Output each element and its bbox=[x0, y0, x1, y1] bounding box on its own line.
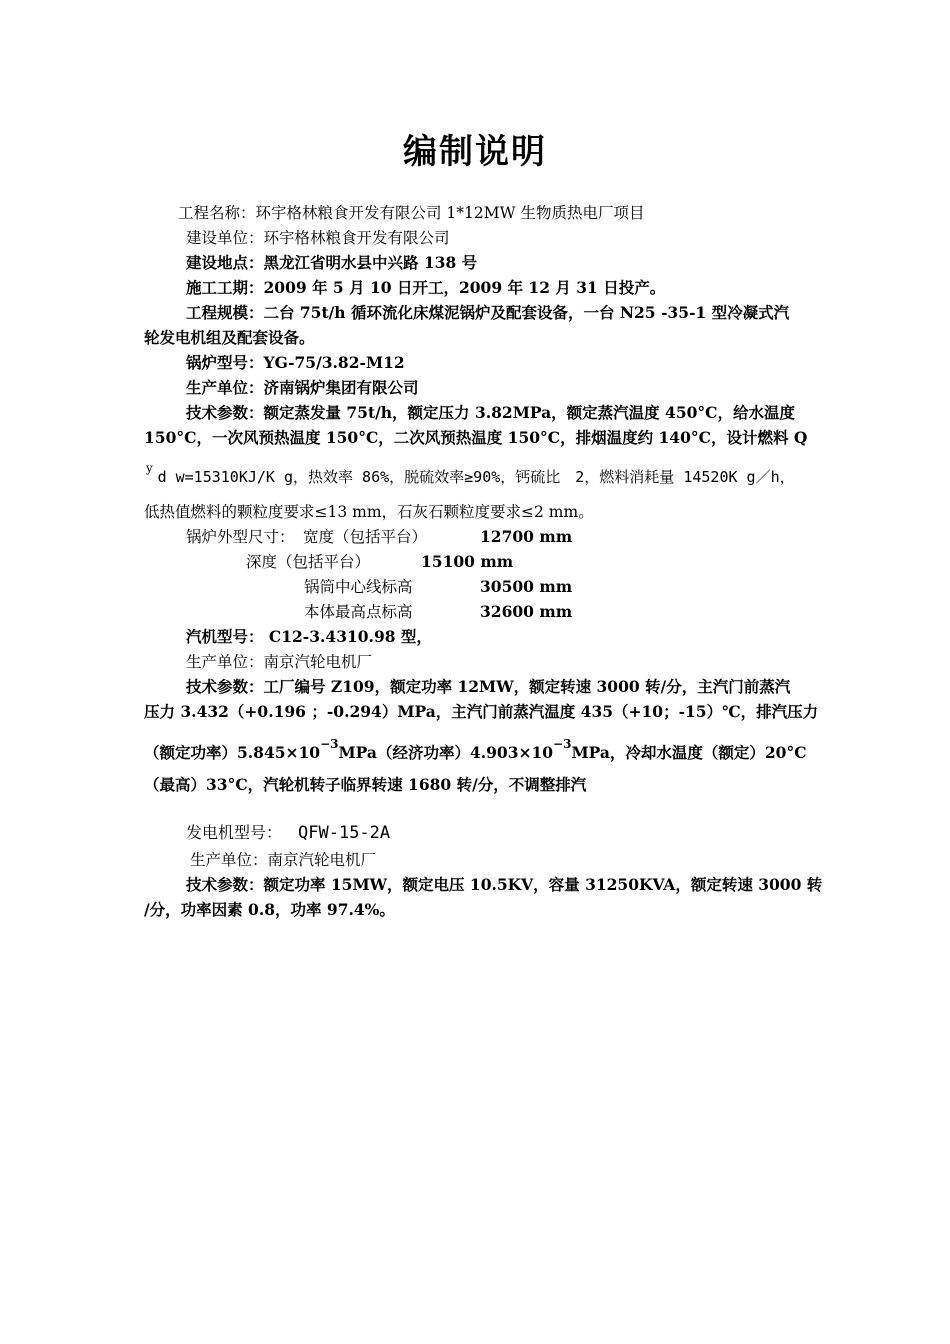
boiler-params-line4: 低热值燃料的颗粒度要求≤13 mm，石灰石颗粒度要求≤2 mm。 bbox=[144, 503, 594, 521]
generator-model-value: QFW-15-2A bbox=[298, 823, 391, 843]
boiler-dim-width-value: 12700 mm bbox=[480, 527, 573, 546]
turbine-params-line1: 技术参数：工厂编号 Z109，额定功率 12MW，额定转速 3000 转/分，主汽门前蒸汽 bbox=[186, 677, 791, 696]
boiler-dim-width-name: 宽度（包括平台） bbox=[303, 528, 428, 546]
boiler-dim-depth-name: 深度（包括平台） bbox=[246, 553, 371, 571]
turbine-params-line2: 压力 3.432（+0.196 ；-0.294）MPa，主汽门前蒸汽温度 435（+10；-15）℃，排汽压力 bbox=[144, 702, 819, 721]
generator-params-line2: /分，功率因素 0.8，功率 97.4%。 bbox=[144, 900, 395, 919]
boiler-dim-label: 锅炉外型尺寸： bbox=[186, 528, 295, 546]
boiler-params-line3-text: d w=15310KJ/K g，热效率 86%，脱硫效率≥90%，钙硫比 2，燃料消耗量 14520K g／h， bbox=[157, 468, 795, 486]
construction-period: 施工工期：2009 年 5 月 10 日开工，2009 年 12 月 31 日投产。 bbox=[186, 278, 666, 297]
generator-manufacturer: 生产单位：南京汽轮电机厂 bbox=[190, 851, 377, 869]
boiler-dim-top-name: 本体最高点标高 bbox=[304, 603, 413, 621]
generator-params-line1: 技术参数：额定功率 15MW，额定电压 10.5KV，容量 31250KVA，额定转速 3000 转 bbox=[186, 875, 823, 894]
turbine-params-line4: （最高）33°C，汽轮机转子临界转速 1680 转/分，不调整排汽 bbox=[144, 775, 587, 794]
project-name: 工程名称：环宇格林粮食开发有限公司 1*12MW 生物质热电厂项目 bbox=[178, 204, 645, 222]
boiler-dim-depth-value: 15100 mm bbox=[421, 552, 514, 571]
turbine-params-line3-part2: MPa（经济功率）4.903×10 bbox=[338, 743, 554, 762]
turbine-params-line3 bbox=[144, 737, 807, 765]
page-title: 编制说明 bbox=[403, 132, 547, 172]
boiler-manufacturer: 生产单位：济南锅炉集团有限公司 bbox=[186, 378, 419, 397]
boiler-dim-drum-name: 锅筒中心线标高 bbox=[304, 578, 413, 596]
turbine-model: 汽机型号： C12-3.4310.98 型， bbox=[186, 627, 432, 646]
project-scale-line2: 轮发电机组及配套设备。 bbox=[144, 328, 315, 347]
generator-model-label: 发电机型号： bbox=[186, 823, 283, 842]
construction-site: 建设地点：黑龙江省明水县中兴路 138 号 bbox=[186, 253, 478, 272]
generator-model bbox=[186, 822, 390, 844]
boiler-model: 锅炉型号：YG-75/3.82-M12 bbox=[186, 353, 405, 372]
boiler-dim-drum-value: 30500 mm bbox=[480, 577, 573, 596]
superscript-exp2: −3 bbox=[553, 737, 572, 751]
construction-unit: 建设单位：环宇格林粮食开发有限公司 bbox=[186, 229, 450, 247]
superscript-exp1: −3 bbox=[320, 737, 339, 751]
turbine-params-line3-part3: MPa，冷却水温度（额定）20°C bbox=[571, 743, 807, 762]
boiler-params-line1: 技术参数：额定蒸发量 75t/h，额定压力 3.82MPa，额定蒸汽温度 450°C，给水温度 bbox=[186, 403, 795, 422]
boiler-dim-top-value: 32600 mm bbox=[480, 602, 573, 621]
boiler-params-line3 bbox=[146, 461, 795, 489]
turbine-params-line3-part1: （额定功率）5.845×10 bbox=[144, 743, 321, 762]
project-scale-line1: 工程规模：二台 75t/h 循环流化床煤泥锅炉及配套设备，一台 N25 -35-1 型冷凝式汽 bbox=[186, 303, 790, 322]
boiler-params-line2: 150°C，一次风预热温度 150°C，二次风预热温度 150°C，排烟温度约 140°C，设计燃料 Q bbox=[144, 428, 808, 447]
turbine-manufacturer: 生产单位：南京汽轮电机厂 bbox=[186, 653, 373, 671]
superscript-y: y bbox=[146, 461, 153, 475]
